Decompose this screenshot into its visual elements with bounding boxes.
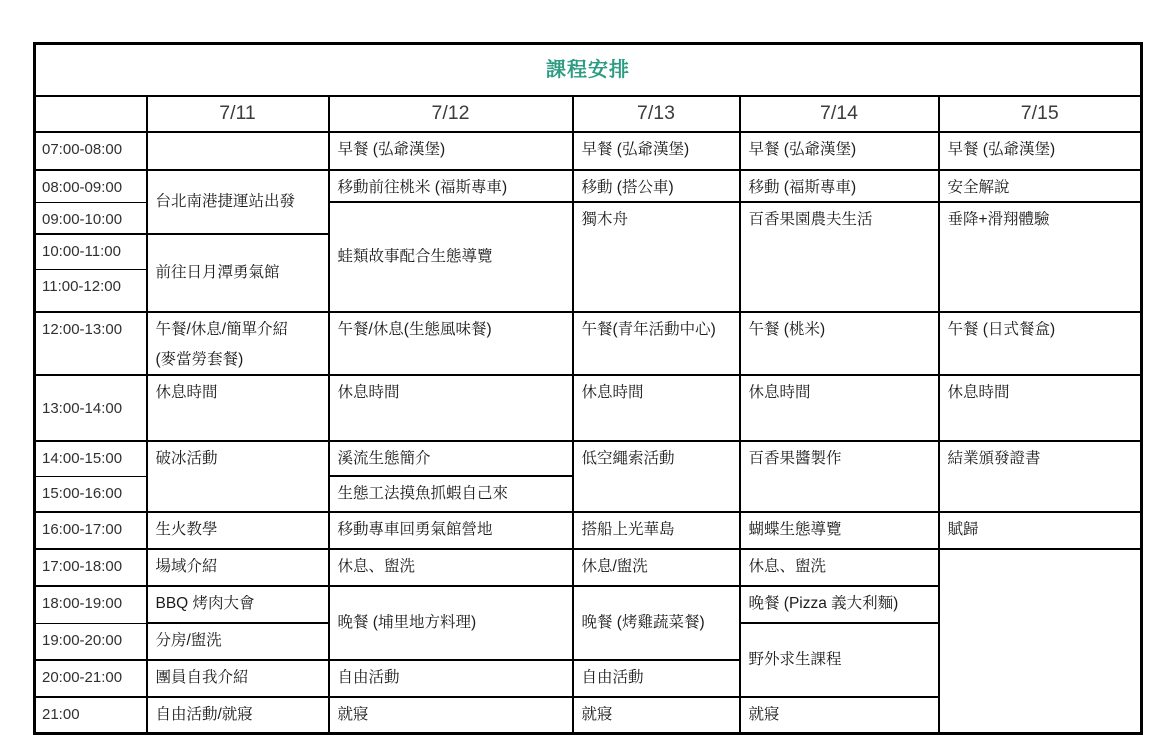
date-header-7-12: 7/12	[329, 96, 573, 132]
activity-cell: 早餐 (弘爺漢堡)	[939, 132, 1142, 170]
activity-cell: 自由活動/就寢	[147, 697, 329, 733]
activity-cell: 休息時間	[147, 375, 329, 441]
activity-cell: 自由活動	[573, 660, 740, 697]
activity-cell: 自由活動	[329, 660, 573, 697]
activity-cell: 午餐 (桃米)	[740, 312, 939, 375]
activity-cell: 分房/盥洗	[147, 623, 329, 660]
activity-cell: 賦歸	[939, 512, 1142, 549]
activity-cell: 蛙類故事配合生態導覽	[329, 202, 573, 312]
time-cell: 18:00-19:00	[35, 586, 147, 623]
activity-cell: 獨木舟	[573, 202, 740, 312]
activity-cell: 團員自我介紹	[147, 660, 329, 697]
activity-cell: 就寢	[329, 697, 573, 733]
activity-cell: 晚餐 (Pizza 義大利麵)	[740, 586, 939, 623]
date-header-7-11: 7/11	[147, 96, 329, 132]
time-cell: 17:00-18:00	[35, 549, 147, 586]
activity-cell: 休息、盥洗	[740, 549, 939, 586]
schedule-row-1300	[35, 375, 1142, 441]
activity-cell: 台北南港捷運站出發	[147, 170, 329, 234]
activity-cell: 就寢	[573, 697, 740, 733]
activity-cell: 百香果園農夫生活	[740, 202, 939, 312]
activity-cell: 晚餐 (烤雞蔬菜餐)	[573, 586, 740, 660]
activity-cell: 百香果醬製作	[740, 441, 939, 512]
activity-cell: 低空繩索活動	[573, 441, 740, 512]
activity-cell: 垂降+滑翔體驗	[939, 202, 1142, 312]
schedule-row-0800	[35, 170, 1142, 203]
time-cell: 15:00-16:00	[35, 476, 147, 512]
activity-cell: 搭船上光華島	[573, 512, 740, 549]
activity-cell: 結業頒發證書	[939, 441, 1142, 512]
activity-cell: 午餐 (日式餐盒)	[939, 312, 1142, 375]
time-cell: 09:00-10:00	[35, 202, 147, 234]
time-cell: 13:00-14:00	[35, 375, 147, 441]
activity-cell: 生態工法摸魚抓蝦自己來	[329, 476, 573, 512]
activity-cell: 安全解說	[939, 170, 1142, 203]
activity-cell: 休息/盥洗	[573, 549, 740, 586]
activity-cell: 溪流生態簡介	[329, 441, 573, 476]
schedule-row-1600	[35, 512, 1142, 549]
schedule-row-0700	[35, 132, 1142, 170]
page-title: 課程安排	[35, 44, 1142, 96]
schedule-row-1200	[35, 312, 1142, 375]
time-cell: 07:00-08:00	[35, 132, 147, 170]
activity-cell: 早餐 (弘爺漢堡)	[573, 132, 740, 170]
activity-cell: 移動前往桃米 (福斯專車)	[329, 170, 573, 203]
date-header-7-13: 7/13	[573, 96, 740, 132]
activity-cell: 休息時間	[939, 375, 1142, 441]
activity-cell-empty	[939, 549, 1142, 733]
activity-cell: 生火教學	[147, 512, 329, 549]
time-cell: 08:00-09:00	[35, 170, 147, 203]
date-header-7-14: 7/14	[740, 96, 939, 132]
activity-cell: 午餐/休息(生態風味餐)	[329, 312, 573, 375]
time-cell: 21:00	[35, 697, 147, 733]
time-cell: 20:00-21:00	[35, 660, 147, 697]
time-cell: 12:00-13:00	[35, 312, 147, 375]
date-header-7-15: 7/15	[939, 96, 1142, 132]
activity-cell: 移動 (搭公車)	[573, 170, 740, 203]
schedule-row-1400	[35, 441, 1142, 476]
activity-cell: 破冰活動	[147, 441, 329, 512]
activity-cell: BBQ 烤肉大會	[147, 586, 329, 623]
activity-cell: 移動 (福斯專車)	[740, 170, 939, 203]
schedule-row-1700	[35, 549, 1142, 586]
activity-cell: 休息時間	[573, 375, 740, 441]
time-cell: 11:00-12:00	[35, 270, 147, 312]
activity-cell	[147, 132, 329, 170]
activity-cell: 就寢	[740, 697, 939, 733]
activity-cell: 休息時間	[329, 375, 573, 441]
time-cell: 14:00-15:00	[35, 441, 147, 476]
activity-cell: 場域介紹	[147, 549, 329, 586]
time-cell: 19:00-20:00	[35, 623, 147, 660]
activity-cell: 移動專車回勇氣館營地	[329, 512, 573, 549]
activity-cell: 野外求生課程	[740, 623, 939, 697]
activity-cell: 晚餐 (埔里地方料理)	[329, 586, 573, 660]
activity-cell: 休息、盥洗	[329, 549, 573, 586]
title-row	[35, 44, 1142, 96]
time-cell: 10:00-11:00	[35, 234, 147, 270]
activity-line-1: 午餐/休息/簡單介紹	[155, 320, 289, 338]
course-schedule-table	[33, 42, 1143, 735]
activity-line-2: (麥當勞套餐)	[155, 351, 244, 369]
activity-cell: 午餐(青年活動中心)	[573, 312, 740, 375]
activity-cell: 前往日月潭勇氣館	[147, 234, 329, 312]
activity-cell: 早餐 (弘爺漢堡)	[329, 132, 573, 170]
activity-cell: 蝴蝶生態導覽	[740, 512, 939, 549]
activity-cell: 休息時間	[740, 375, 939, 441]
activity-cell: 早餐 (弘爺漢堡)	[740, 132, 939, 170]
date-header-row	[35, 96, 1142, 132]
corner-cell	[35, 96, 147, 132]
activity-cell	[147, 312, 329, 375]
time-cell: 16:00-17:00	[35, 512, 147, 549]
